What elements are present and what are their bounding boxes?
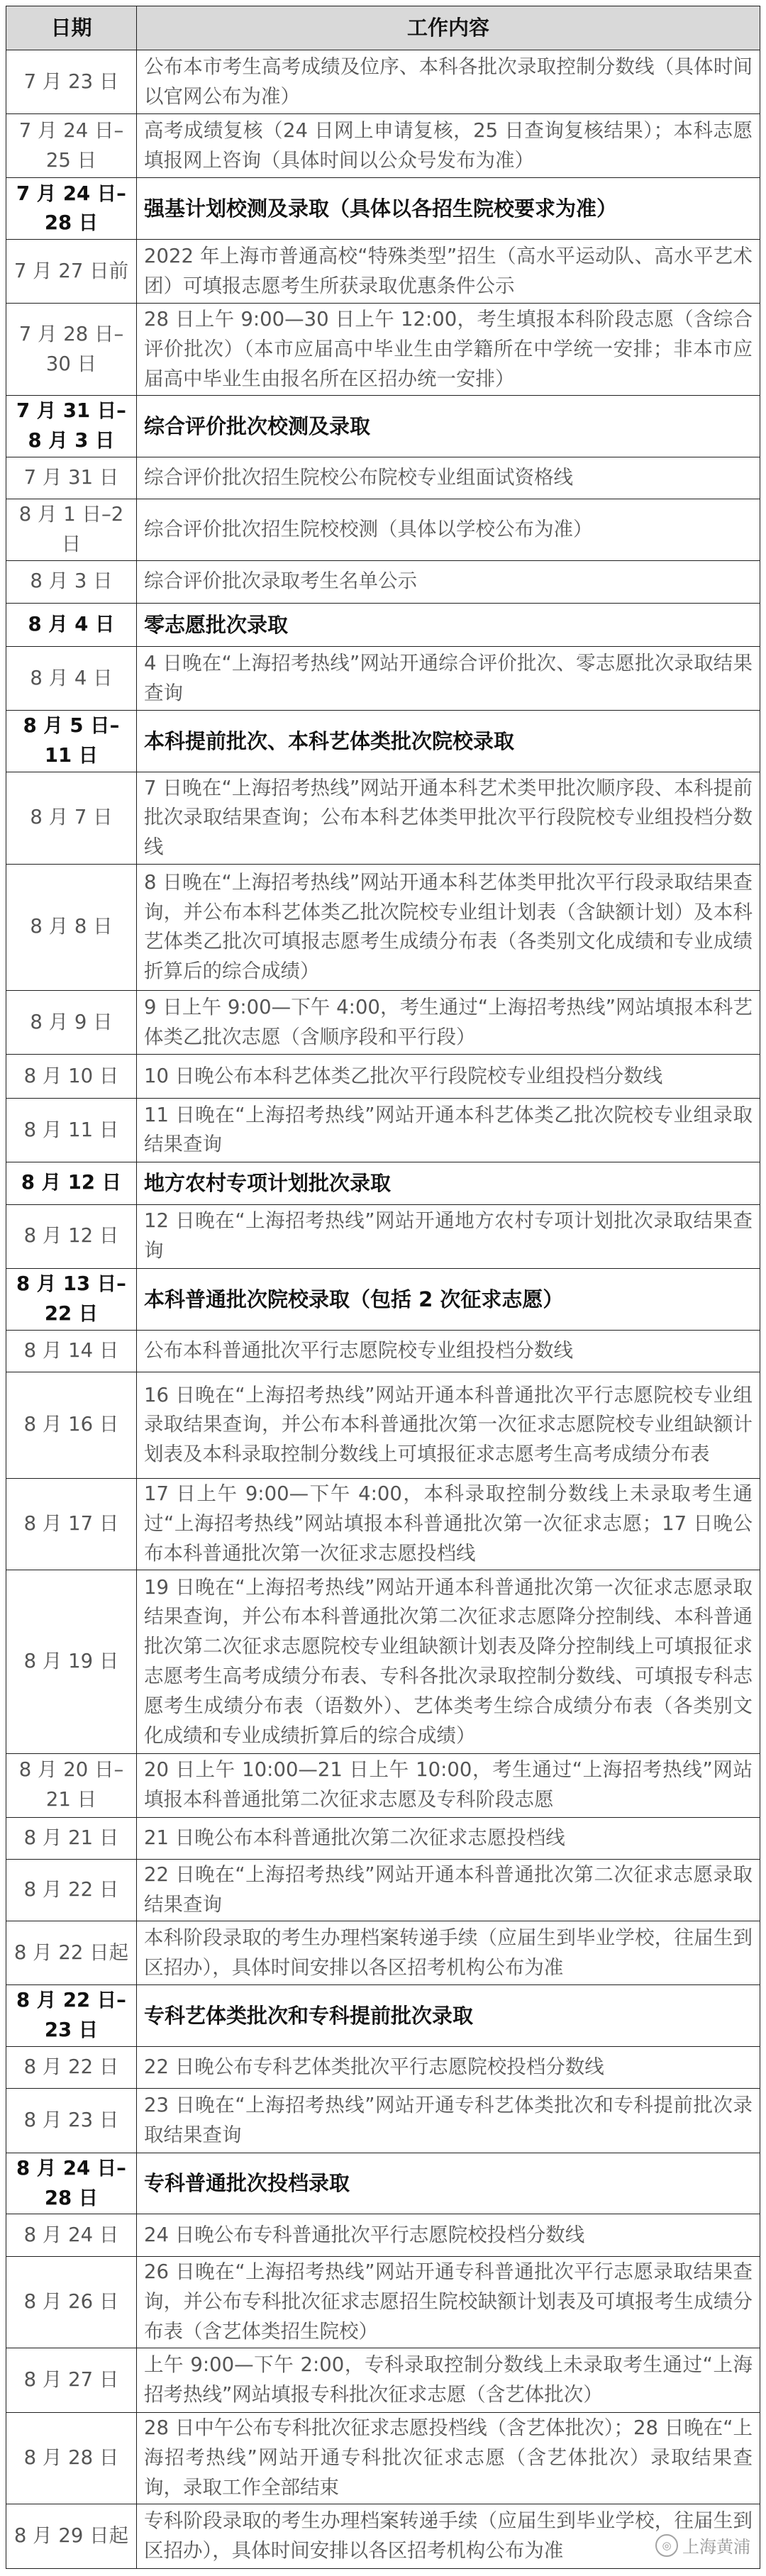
row-content: 19 日晚在“上海招考热线”网站开通本科普通批次第一次征求志愿录取结果查询，并公布本科普通批次第二次征求志愿降分控制线、本科普通批次第二次征求志愿院校专业组缺额计划表及降分控制线上可填报征求志愿考生高考成绩分布表、专科各批次录取控制分数线、可填报专科志愿考生成绩分布表（语数外）、艺体类考生综合成绩分布表（各类别文化成绩和专业成绩折算后的综合成绩） <box>137 1570 760 1753</box>
table-row <box>6 864 760 990</box>
row-content: 强基计划校测及录取（具体以各招生院校要求为准） <box>137 178 760 240</box>
table-row <box>6 499 760 561</box>
row-date: 7 月 24 日–28 日 <box>6 178 137 240</box>
row-content: 专科普通批次投档录取 <box>137 2153 760 2214</box>
row-date: 8 月 27 日 <box>6 2348 137 2412</box>
table-row <box>6 1098 760 1162</box>
section-row <box>6 396 760 457</box>
table-row <box>6 1055 760 1099</box>
row-content: 12 日晚在“上海招考热线”网站开通地方农村专项计划批次录取结果查询 <box>137 1204 760 1268</box>
row-date: 8 月 8 日 <box>6 864 137 990</box>
row-content: 本科阶段录取的考生办理档案转递手续（应届生到毕业学校，往届生到区招办），具体时间安排以各区招考机构公布为准 <box>137 1921 760 1984</box>
table-row <box>6 2046 760 2088</box>
row-date: 8 月 26 日 <box>6 2256 137 2348</box>
row-content: 22 日晚在“上海招考热线”网站开通本科普通批次第二次征求志愿录取结果查询 <box>137 1860 760 1921</box>
row-date: 8 月 5 日–11 日 <box>6 711 137 772</box>
watermark <box>655 2533 750 2558</box>
row-date: 8 月 3 日 <box>6 561 137 603</box>
table-row <box>6 772 760 865</box>
table-row <box>6 1372 760 1478</box>
row-content: 20 日上午 10:00—21 日上午 10:00，考生通过“上海招考热线”网站填报本科普通批第二次征求志愿及专科阶段志愿 <box>137 1753 760 1817</box>
table-row <box>6 1478 760 1570</box>
table-header-row <box>6 6 760 50</box>
row-content: 公布本科普通批次平行志愿院校专业组投档分数线 <box>137 1330 760 1372</box>
row-date: 7 月 28 日–30 日 <box>6 304 137 396</box>
row-content: 23 日晚在“上海招考热线”网站开通专科艺体类批次和专科提前批次录取结果查询 <box>137 2089 760 2153</box>
row-date: 7 月 23 日 <box>6 50 137 114</box>
row-content: 上午 9:00—下午 2:00，专科录取控制分数线上未录取考生通过“上海招考热线”网站填报专科批次征求志愿（含艺体批次） <box>137 2348 760 2412</box>
header-content: 工作内容 <box>137 6 760 50</box>
table-row <box>6 1753 760 1817</box>
table-row <box>6 1921 760 1984</box>
row-content: 零志愿批次录取 <box>137 603 760 647</box>
row-date: 8 月 23 日 <box>6 2089 137 2153</box>
row-date: 8 月 24 日–28 日 <box>6 2153 137 2214</box>
row-date: 8 月 11 日 <box>6 1098 137 1162</box>
row-date: 8 月 24 日 <box>6 2214 137 2256</box>
section-row <box>6 178 760 240</box>
table-row <box>6 1204 760 1268</box>
row-content: 4 日晚在“上海招考热线”网站开通综合评价批次、零志愿批次录取结果查询 <box>137 647 760 711</box>
row-date: 8 月 22 日–23 日 <box>6 1985 137 2047</box>
table-row <box>6 2089 760 2153</box>
row-content: 21 日晚公布本科普通批次第二次征求志愿投档线 <box>137 1817 760 1859</box>
row-content: 本科提前批次、本科艺体类批次院校录取 <box>137 711 760 772</box>
row-content: 8 日晚在“上海招考热线”网站开通本科艺体类甲批次平行段录取结果查询，并公布本科艺体类乙批次院校专业组计划表（含缺额计划）及本科艺体类乙批次可填报志愿考生成绩分布表（各类别文化成绩和专业成绩折算后的综合成绩） <box>137 864 760 990</box>
row-date: 7 月 27 日前 <box>6 240 137 304</box>
table-row <box>6 114 760 178</box>
table-row <box>6 1817 760 1859</box>
row-content: 2022 年上海市普通高校“特殊类型”招生（高水平运动队、高水平艺术团）可填报志愿考生所获录取优惠条件公示 <box>137 240 760 304</box>
section-row <box>6 2153 760 2214</box>
row-date: 8 月 22 日 <box>6 2046 137 2088</box>
row-content: 综合评价批次招生院校校测（具体以学校公布为准） <box>137 499 760 561</box>
header-date: 日期 <box>6 6 137 50</box>
row-content: 17 日上午 9:00—下午 4:00，本科录取控制分数线上未录取考生通过“上海招考热线”网站填报本科普通批次第一次征求志愿；17 日晚公布本科普通批次第一次征求志愿投档线 <box>137 1478 760 1570</box>
table-row <box>6 2348 760 2412</box>
row-date: 8 月 17 日 <box>6 1478 137 1570</box>
row-date: 8 月 14 日 <box>6 1330 137 1372</box>
table-row <box>6 647 760 711</box>
row-date: 8 月 7 日 <box>6 772 137 865</box>
section-row <box>6 1985 760 2047</box>
row-date: 8 月 21 日 <box>6 1817 137 1859</box>
row-date: 8 月 1 日–2 日 <box>6 499 137 561</box>
section-row <box>6 1162 760 1204</box>
section-row <box>6 1268 760 1330</box>
table-row <box>6 2256 760 2348</box>
row-content: 本科普通批次院校录取（包括 2 次征求志愿） <box>137 1268 760 1330</box>
watermark-logo-icon: ◎ <box>655 2534 678 2557</box>
table-row <box>6 1570 760 1753</box>
row-content: 综合评价批次招生院校公布院校专业组面试资格线 <box>137 457 760 499</box>
row-date: 7 月 24 日–25 日 <box>6 114 137 178</box>
row-content: 地方农村专项计划批次录取 <box>137 1162 760 1204</box>
row-date: 8 月 9 日 <box>6 991 137 1055</box>
table-body <box>6 50 760 2569</box>
table-row <box>6 2504 760 2569</box>
row-content: 22 日晚公布专科艺体类批次平行志愿院校投档分数线 <box>137 2046 760 2088</box>
row-content: 专科阶段录取的考生办理档案转递手续（应届生到毕业学校，往届生到区招办），具体时间安排以各区招考机构公布为准 <box>137 2504 760 2569</box>
row-content: 综合评价批次校测及录取 <box>137 396 760 457</box>
row-content: 7 日晚在“上海招考热线”网站开通本科艺术类甲批次顺序段、本科提前批次录取结果查询；公布本科艺体类甲批次平行段院校专业组投档分数线 <box>137 772 760 865</box>
row-content: 16 日晚在“上海招考热线”网站开通本科普通批次平行志愿院校专业组录取结果查询，并公布本科普通批次第一次征求志愿院校专业组缺额计划表及本科录取控制分数线上可填报征求志愿考生高考成绩分布表 <box>137 1372 760 1478</box>
schedule-table-container <box>6 6 760 2569</box>
row-date: 8 月 22 日起 <box>6 1921 137 1984</box>
table-row <box>6 1330 760 1372</box>
row-date: 8 月 12 日 <box>6 1204 137 1268</box>
row-date: 8 月 19 日 <box>6 1570 137 1753</box>
table-row <box>6 991 760 1055</box>
row-content: 24 日晚公布专科普通批次平行志愿院校投档分数线 <box>137 2214 760 2256</box>
section-row <box>6 603 760 647</box>
row-date: 8 月 4 日 <box>6 647 137 711</box>
row-content: 10 日晚公布本科艺体类乙批次平行段院校专业组投档分数线 <box>137 1055 760 1099</box>
table-row <box>6 457 760 499</box>
row-date: 8 月 12 日 <box>6 1162 137 1204</box>
table-row <box>6 561 760 603</box>
table-row <box>6 50 760 114</box>
row-content: 11 日晚在“上海招考热线”网站开通本科艺体类乙批次院校专业组录取结果查询 <box>137 1098 760 1162</box>
row-date: 8 月 29 日起 <box>6 2504 137 2569</box>
row-content: 28 日中午公布专科批次征求志愿投档线（含艺体批次）；28 日晚在“上海招考热线”网站开通专科批次征求志愿（含艺体批次）录取结果查询，录取工作全部结束 <box>137 2412 760 2504</box>
row-date: 8 月 20 日–21 日 <box>6 1753 137 1817</box>
row-content: 综合评价批次录取考生名单公示 <box>137 561 760 603</box>
table-row <box>6 304 760 396</box>
row-content: 9 日上午 9:00—下午 4:00，考生通过“上海招考热线”网站填报本科艺体类乙批次志愿（含顺序段和平行段） <box>137 991 760 1055</box>
row-content: 公布本市考生高考成绩及位序、本科各批次录取控制分数线（具体时间以官网公布为准） <box>137 50 760 114</box>
row-content: 26 日晚在“上海招考热线”网站开通专科普通批次平行志愿录取结果查询，并公布专科批次征求志愿招生院校缺额计划表及可填报考生成绩分布表（含艺体类招生院校） <box>137 2256 760 2348</box>
row-date: 7 月 31 日–8 月 3 日 <box>6 396 137 457</box>
row-date: 7 月 31 日 <box>6 457 137 499</box>
admission-schedule-table <box>6 6 760 2569</box>
row-date: 8 月 4 日 <box>6 603 137 647</box>
row-content: 28 日上午 9:00—30 日上午 12:00，考生填报本科阶段志愿（含综合评价批次）（本市应届高中毕业生由学籍所在中学统一安排；非本市应届高中毕业生由报名所在区招办统一安排） <box>137 304 760 396</box>
section-row <box>6 711 760 772</box>
row-date: 8 月 22 日 <box>6 1860 137 1921</box>
row-date: 8 月 16 日 <box>6 1372 137 1478</box>
row-date: 8 月 10 日 <box>6 1055 137 1099</box>
table-row <box>6 2412 760 2504</box>
row-content: 高考成绩复核（24 日网上申请复核，25 日查询复核结果）；本科志愿填报网上咨询（具体时间以公众号发布为准） <box>137 114 760 178</box>
watermark-text: 上海黄浦 <box>682 2537 750 2557</box>
table-row <box>6 240 760 304</box>
row-date: 8 月 28 日 <box>6 2412 137 2504</box>
table-row <box>6 2214 760 2256</box>
table-row <box>6 1860 760 1921</box>
row-date: 8 月 13 日–22 日 <box>6 1268 137 1330</box>
row-content: 专科艺体类批次和专科提前批次录取 <box>137 1985 760 2047</box>
